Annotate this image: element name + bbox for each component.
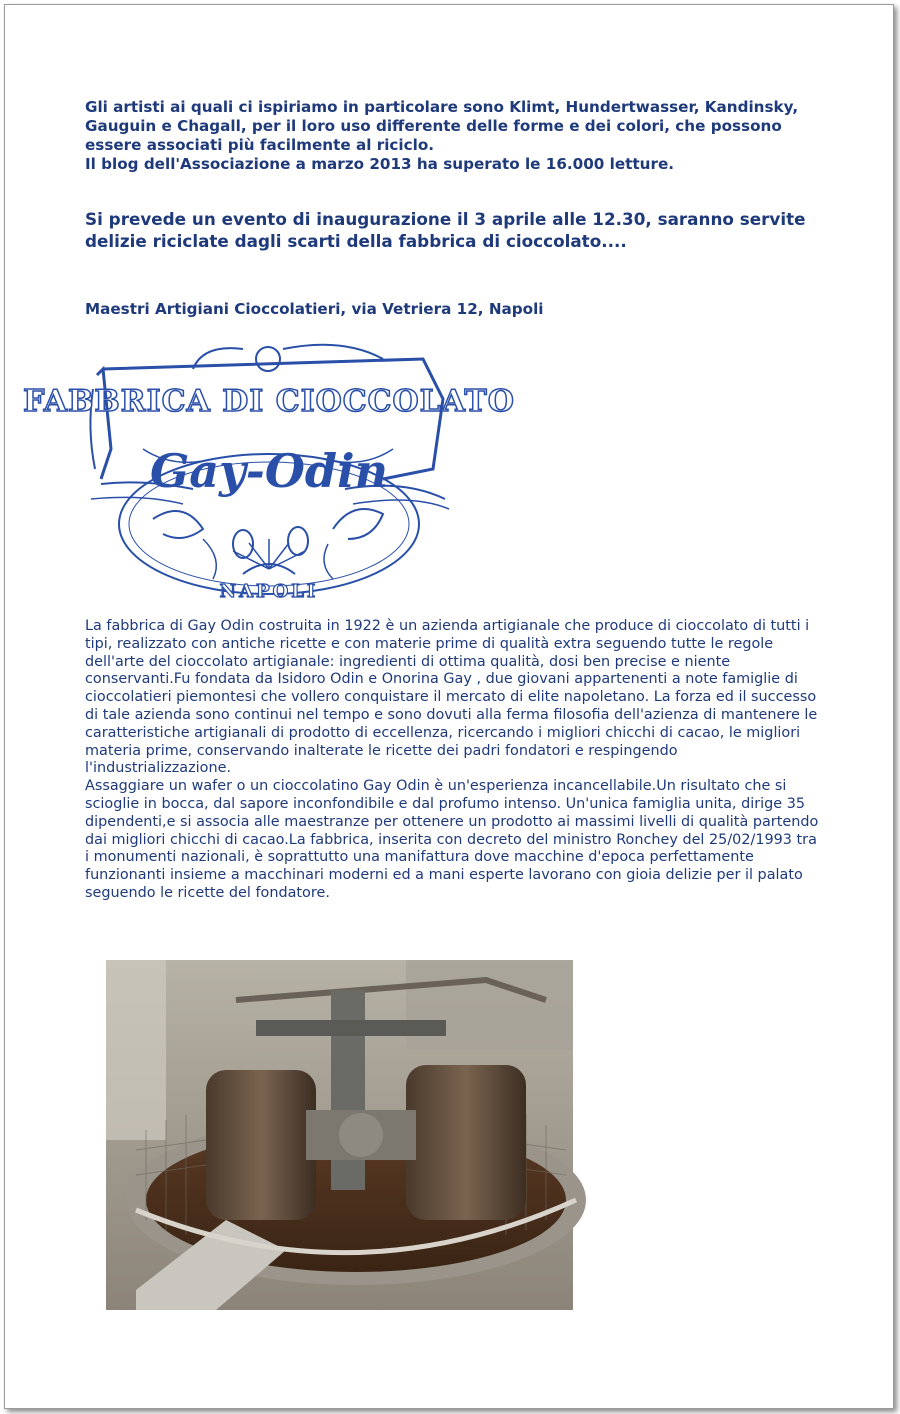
logo-brand-text: Gay-Odin (149, 444, 389, 498)
blog-paragraph: Il blog dell'Associazione a marzo 2013 ha superato le 16.000 letture. (85, 155, 675, 173)
event-announcement: Si prevede un evento di inaugurazione il 3 aprile alle 12.30, saranno servite delizie riciclate dagli scarti della fabbrica di cioccolato.... (85, 209, 806, 251)
chocolate-machine-photo (106, 960, 573, 1310)
story-paragraph-1: La fabbrica di Gay Odin costruita in 1922 è un azienda artigianale che produce di cioccolato di tutti i tipi, realizzato con antiche ricette e con materie prime di qualità extra seguendo tutte le regole dell'arte del cioccolato artigianale: ingredienti di ottima qualità, dosi ben precise e niente conservanti.Fu fondata da Isidoro Odin e Onorina Gay , due giovani appartenenti a note famiglie di cioccolatieri piemontesi che vollero conquistare il mercato di elite napoletano. La forza ed il successo di tale azienda sono continui nel tempo e sono dovuti alla ferma filosofia dell'azienza di mantenere le caratteristiche artigianali di prodotto di eccellenza, ricercando i migliori chicchi di cacao, le migliori materia prime, conservando inalterate le ricette dei padri fondatori e respingendo l'industrializzazione. (85, 618, 818, 777)
story-text (85, 618, 825, 903)
intro-text (85, 98, 825, 174)
story-paragraph-2: Assaggiare un wafer o un cioccolatino Gay Odin è un'esperienza incancellabile.Un risultato che si scioglie in bocca, dal sapore inconfondibile e dal profumo intenso. Un'unica famiglia unita, dirige 35 dipendenti,e si associa alle maestranze per ottenere un prodotto ai massimi livelli di qualità partendo dai migliori chicchi di cacao.La fabbrica, inserita con decreto del ministro Ronchey del 25/02/1993 tra i monumenti nazionali, è soprattutto una manifattura dove macchine d'epoca perfettamente funzionanti insieme a macchinari moderni ed a mani esperte lavorano con gioia delizie per il palato seguendo le ricette del fondatore. (85, 778, 819, 901)
logo-city-text: NAPOLI (219, 581, 319, 602)
gay-odin-logo (23, 329, 515, 607)
location-line: Maestri Artigiani Cioccolatieri, via Vetriera 12, Napoli (85, 300, 544, 318)
logo-top-text: FABBRICA DI CIOCCOLATO (23, 384, 515, 419)
document-page (4, 4, 894, 1409)
artists-paragraph: Gli artisti ai quali ci ispiriamo in particolare sono Klimt, Hundertwasser, Kandinsky, Gauguin e Chagall, per il loro uso differente delle forme e dei colori, che possono essere associati più facilmente al riciclo. (85, 98, 799, 154)
